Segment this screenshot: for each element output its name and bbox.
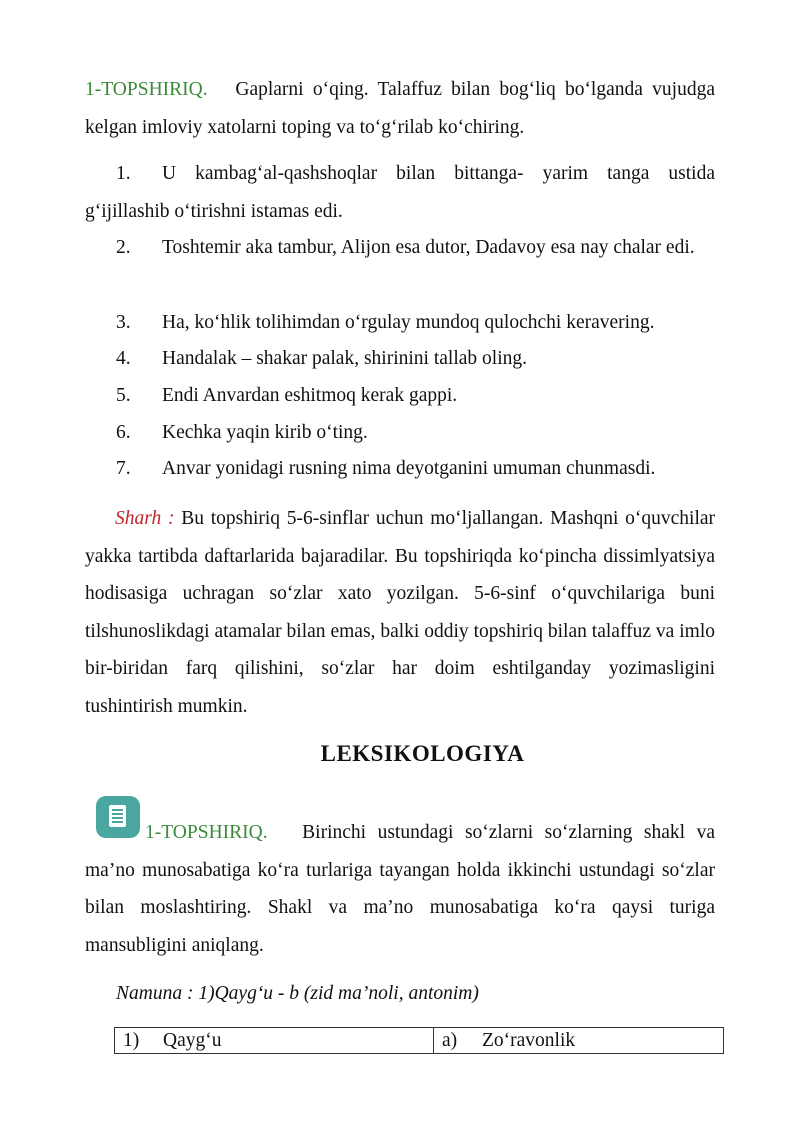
- sharh-label: Sharh :: [115, 508, 175, 529]
- task1-label: 1-TOPSHIRIQ.: [85, 79, 208, 100]
- right-word: Zo‘ravonlik: [482, 1029, 576, 1051]
- task2-paragraph: [85, 814, 715, 964]
- sentence-number: 7.: [116, 458, 131, 479]
- sentence-number: 6.: [116, 422, 131, 443]
- left-number: 1): [123, 1029, 140, 1051]
- task2-instruction: Birinchi ustundagi so‘zlarni so‘zlarning shakl va ma’no munosabatiga ko‘ra turlariga tayangan holda ikkinchi ustundagi so‘zlar bilan moslashtiring. Shakl va ma’no munosabatiga ko‘ra qaysi turiga mansubligini aniqlang.: [85, 822, 716, 956]
- task1-paragraph: [85, 71, 715, 146]
- sharh-text: Bu topshiriq 5-6-sinflar uchun mo‘ljallangan. Mashqni o‘quvchilar yakka tartibda daftarlarida bajaradilar. Bu topshiriqda ko‘pincha dissimlyatsiya hodisasiga uchragan so‘zlar xato yozilgan. 5-6-sinf o‘quvchilariga buni tilshunoslikdagi atamalar bilan emas, balki oddiy topshiriq bilan talaffuz va imlo bir-biridan farq qilishini, so‘zlar har doim eshtilganday yozimasligini tushintirish mumkin.: [85, 508, 716, 717]
- table-cell-right: [434, 1028, 724, 1054]
- section-heading: LEKSIKOLOGIYA: [320, 741, 525, 766]
- example-line: Namuna : 1)Qayg‘u - b (zid ma’noli, antonim): [116, 983, 479, 1004]
- sentence-item: Anvar yonidagi rusning nima deyotganini umuman chunmasdi.: [162, 458, 656, 479]
- sentence-number: 5.: [116, 385, 131, 406]
- sentence-item: U kambag‘al-qashshoqlar bilan bittanga- yarim tanga ustida g‘ijillashib o‘tirishni istamas edi.: [85, 163, 715, 222]
- matching-table: [114, 1027, 724, 1054]
- sentence-item: Endi Anvardan eshitmoq kerak gappi.: [162, 385, 458, 406]
- right-number: a): [442, 1029, 458, 1051]
- table-row: [115, 1028, 724, 1054]
- left-word: Qayg‘u: [163, 1029, 222, 1051]
- task2-label: 1-TOPSHIRIQ.: [145, 822, 268, 843]
- sentence-number: 4.: [116, 348, 131, 369]
- sentence-number: 3.: [116, 312, 131, 333]
- sentence-number: 1.: [116, 163, 131, 184]
- sentence-number: 2.: [116, 237, 131, 258]
- sentence-item: Ha, ko‘hlik tolihimdan o‘rgulay mundoq qulochchi keravering.: [162, 312, 655, 333]
- sentence-item: Kechka yaqin kirib o‘ting.: [162, 422, 368, 443]
- table-cell-left: [115, 1028, 434, 1054]
- task1-instruction: Gaplarni o‘qing. Talaffuz bilan bog‘liq bo‘lganda vujudga kelgan imloviy xatolarni toping va to‘g‘rilab ko‘chiring.: [85, 79, 715, 138]
- sharh-paragraph: [85, 500, 715, 725]
- sentence-item: Toshtemir aka tambur, Alijon esa dutor, Dadavoy esa nay chalar edi.: [162, 237, 695, 258]
- sentence-item: Handalak – shakar palak, shirinini tallab oling.: [162, 348, 527, 369]
